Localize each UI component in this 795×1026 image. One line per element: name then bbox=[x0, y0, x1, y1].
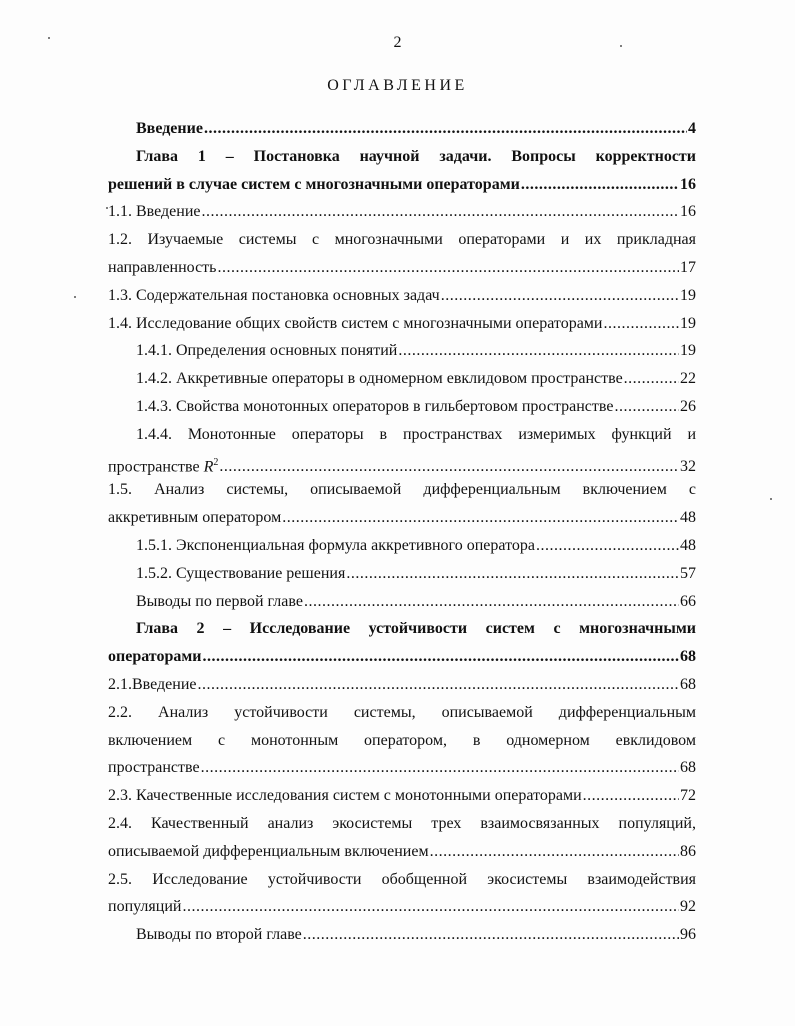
table-of-contents bbox=[108, 115, 696, 949]
toc-page-number: 68 bbox=[680, 675, 696, 693]
toc-entry-1-4[interactable] bbox=[108, 310, 696, 338]
toc-entry-chapter2-line1[interactable]: Глава 2 – Исследование устойчивости систем с многозначными bbox=[136, 620, 696, 638]
toc-entry-text: описываемой дифференциальным включением bbox=[108, 842, 429, 860]
toc-entry-1-4-2[interactable] bbox=[108, 365, 696, 393]
toc-entry-text: 1.4.2. Аккретивные операторы в одномерном евклидовом пространстве bbox=[136, 370, 623, 388]
toc-entry-1-4-4-line1[interactable]: 1.4.4. Монотонные операторы в пространствах измеримых функций и bbox=[136, 425, 696, 443]
toc-entry-2-3[interactable] bbox=[108, 782, 696, 810]
dot-leader bbox=[614, 393, 679, 421]
toc-page-number: 72 bbox=[680, 787, 696, 805]
toc-entry-conclusions-2[interactable] bbox=[108, 921, 696, 949]
toc-entry-1-5-1[interactable] bbox=[108, 532, 696, 560]
scan-speck bbox=[106, 207, 108, 209]
toc-entry-1-5[interactable] bbox=[108, 504, 696, 532]
toc-entry-text: 1.3. Содержательная постановка основных задач bbox=[108, 286, 440, 304]
toc-entry-2-1[interactable] bbox=[108, 671, 696, 699]
toc-entry-text: 1.1. Введение bbox=[108, 203, 201, 221]
toc-page-number: 32 bbox=[680, 457, 696, 475]
toc-entry-text: 1.5.2. Существование решения bbox=[136, 564, 346, 582]
toc-page-number: 48 bbox=[680, 509, 696, 527]
toc-entry-intro[interactable] bbox=[108, 115, 696, 143]
toc-entry-text bbox=[108, 449, 218, 477]
toc-entry-text: 2.1.Введение bbox=[108, 675, 197, 693]
toc-entry-text: Выводы по второй главе bbox=[136, 926, 302, 944]
toc-entry-text: пространстве bbox=[108, 759, 200, 777]
toc-page-number: 19 bbox=[680, 342, 696, 360]
toc-page-number: 17 bbox=[680, 258, 696, 276]
page-number: 2 bbox=[393, 34, 402, 51]
toc-entry-text: 1.4. Исследование общих свойств систем с многозначными операторами bbox=[108, 314, 603, 332]
dot-leader bbox=[198, 671, 680, 699]
toc-entry-1-1[interactable] bbox=[108, 198, 696, 226]
dot-leader bbox=[219, 453, 679, 476]
dot-leader bbox=[624, 365, 679, 393]
toc-entry-text: 2.3. Качественные исследования систем с монотонными операторами bbox=[108, 787, 582, 805]
toc-entry-text: аккретивным оператором bbox=[108, 509, 282, 527]
toc-page-number: 68 bbox=[680, 648, 696, 666]
toc-entry-text: Введение bbox=[136, 120, 203, 137]
toc-entry-chapter1[interactable] bbox=[108, 171, 696, 199]
toc-entry-1-4-4[interactable] bbox=[108, 449, 696, 477]
toc-entry-2-2-line2[interactable]: включением с монотонным оператором, в одномерном евклидовом bbox=[108, 731, 696, 749]
dot-leader bbox=[430, 838, 679, 866]
toc-entry-text: 1.4.3. Свойства монотонных операторов в гильбертовом пространстве bbox=[136, 397, 614, 415]
toc-entry-2-2[interactable] bbox=[108, 754, 696, 782]
dot-leader bbox=[304, 588, 679, 616]
dot-leader bbox=[536, 532, 679, 560]
toc-page-number: 66 bbox=[680, 592, 696, 610]
toc-page-number: 96 bbox=[680, 926, 696, 944]
toc-page-number: 16 bbox=[680, 203, 696, 221]
dot-leader bbox=[282, 504, 679, 532]
toc-page-number: 4 bbox=[688, 120, 696, 137]
toc-entry-1-4-1[interactable] bbox=[108, 337, 696, 365]
dot-leader bbox=[303, 921, 679, 949]
toc-entry-1-4-3[interactable] bbox=[108, 393, 696, 421]
dot-leader bbox=[346, 560, 679, 588]
toc-entry-text: решений в случае систем с многозначными операторами bbox=[108, 175, 520, 193]
toc-entry-1-2[interactable] bbox=[108, 254, 696, 282]
dot-leader bbox=[182, 893, 679, 921]
toc-entry-text: популяций bbox=[108, 898, 182, 916]
toc-entry-2-5[interactable] bbox=[108, 893, 696, 921]
toc-entry-text: 1.5.1. Экспоненциальная формула аккретивного оператора bbox=[136, 536, 535, 554]
dot-leader bbox=[202, 643, 679, 671]
dot-leader bbox=[603, 310, 679, 338]
dot-leader bbox=[217, 254, 679, 282]
toc-page-number: 19 bbox=[680, 286, 696, 304]
toc-page-number: 19 bbox=[680, 314, 696, 332]
scan-speck bbox=[620, 45, 622, 47]
dot-leader bbox=[202, 198, 680, 226]
toc-entry-conclusions-1[interactable] bbox=[108, 588, 696, 616]
toc-entry-text: 1.4.1. Определения основных понятий bbox=[136, 342, 398, 360]
toc-page-number: 26 bbox=[680, 397, 696, 415]
toc-entry-1-3[interactable] bbox=[108, 282, 696, 310]
toc-entry-text-prefix: пространстве bbox=[108, 457, 204, 475]
toc-entry-text: операторами bbox=[108, 648, 202, 666]
dot-leader bbox=[583, 782, 679, 810]
toc-entry-2-2-line1[interactable]: 2.2. Анализ устойчивости системы, описываемой дифференциальным bbox=[108, 703, 696, 721]
toc-entry-chapter1-line1[interactable]: Глава 1 – Постановка научной задачи. Вопросы корректности bbox=[136, 147, 696, 165]
dot-leader bbox=[521, 171, 679, 199]
page-title: ОГЛАВЛЕНИЕ bbox=[327, 77, 468, 94]
toc-entry-chapter2[interactable] bbox=[108, 643, 696, 671]
math-superscript: 2 bbox=[213, 456, 219, 468]
scan-speck bbox=[48, 37, 50, 39]
toc-page-number: 16 bbox=[680, 175, 696, 193]
dot-leader bbox=[398, 337, 679, 365]
toc-entry-2-4[interactable] bbox=[108, 838, 696, 866]
toc-entry-2-5-line1[interactable]: 2.5. Исследование устойчивости обобщенной экосистемы взаимодействия bbox=[108, 870, 696, 888]
dot-leader bbox=[201, 754, 679, 782]
toc-page-number: 68 bbox=[680, 759, 696, 777]
math-symbol: R bbox=[203, 457, 214, 475]
toc-page-number: 92 bbox=[680, 898, 696, 916]
toc-page-number: 57 bbox=[680, 564, 696, 582]
toc-entry-text: Выводы по первой главе bbox=[136, 592, 303, 610]
dot-leader bbox=[441, 282, 679, 310]
toc-entry-text: направленность bbox=[108, 258, 217, 276]
scan-speck bbox=[770, 498, 772, 500]
scan-speck bbox=[74, 296, 76, 298]
toc-page-number: 86 bbox=[680, 842, 696, 860]
toc-page-number: 48 bbox=[680, 536, 696, 554]
toc-page-number: 22 bbox=[680, 370, 696, 388]
toc-entry-2-4-line1[interactable]: 2.4. Качественный анализ экосистемы трех взаимосвязанных популяций, bbox=[108, 814, 696, 832]
dot-leader bbox=[204, 115, 687, 143]
toc-entry-1-5-2[interactable] bbox=[108, 560, 696, 588]
toc-entry-1-2-line1[interactable]: 1.2. Изучаемые системы с многозначными операторами и их прикладная bbox=[108, 231, 696, 249]
toc-entry-1-5-line1[interactable]: 1.5. Анализ системы, описываемой дифференциальным включением с bbox=[108, 481, 696, 499]
